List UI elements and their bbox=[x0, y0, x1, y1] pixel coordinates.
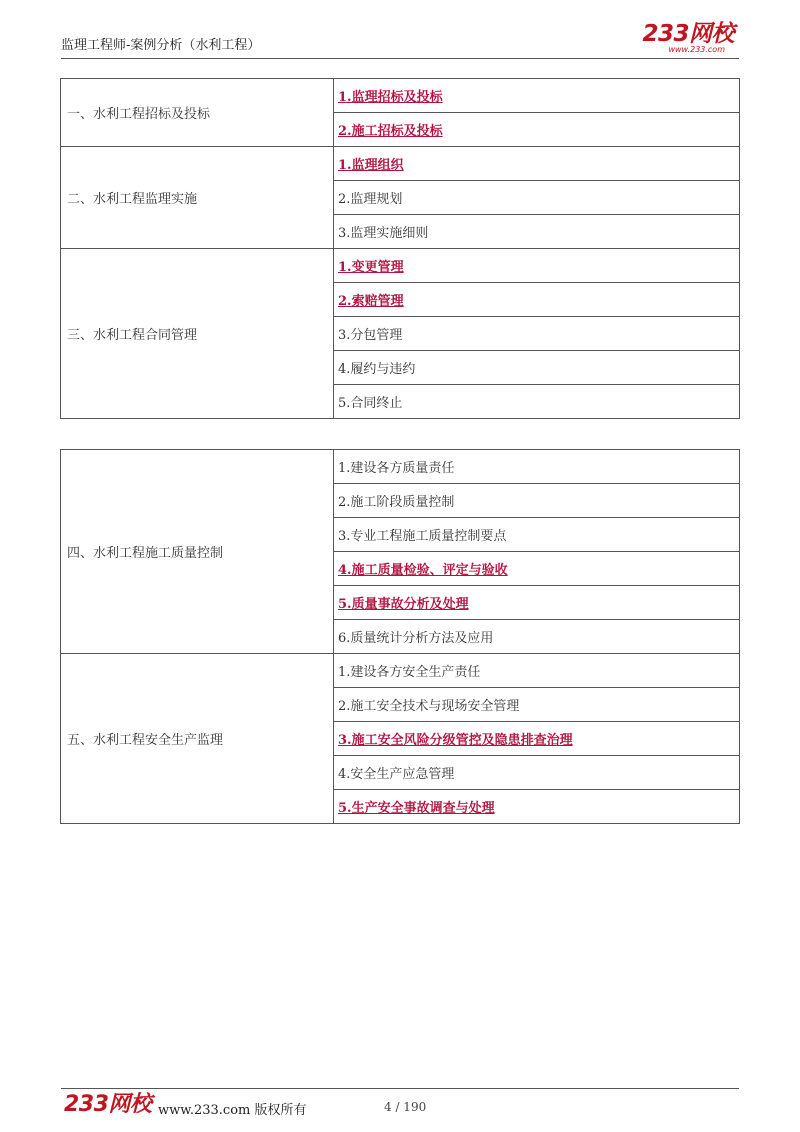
chapter-title: 一、水利工程招标及投标 bbox=[61, 79, 334, 147]
section-item-text: 2.施工阶段质量控制 bbox=[338, 495, 455, 510]
key-section-link[interactable]: 1.监理招标及投标 bbox=[338, 90, 443, 105]
section-item-cell bbox=[334, 385, 740, 419]
section-item-cell bbox=[334, 79, 740, 113]
section-item-text: 3.监理实施细则 bbox=[338, 226, 429, 241]
section-item-text: 3.分包管理 bbox=[338, 328, 403, 343]
page-number: 4 / 190 bbox=[384, 1100, 427, 1114]
section-item-cell bbox=[334, 688, 740, 722]
section-item-cell bbox=[334, 351, 740, 385]
section-item-text: 5.合同终止 bbox=[338, 396, 403, 411]
chapter-title: 四、水利工程施工质量控制 bbox=[61, 450, 334, 654]
key-section-link[interactable]: 2.索赔管理 bbox=[338, 294, 404, 309]
section-item-cell bbox=[334, 317, 740, 351]
syllabus-table-part1 bbox=[60, 78, 740, 419]
brand-logo-url: www.233.com bbox=[668, 45, 725, 54]
key-section-link[interactable]: 5.质量事故分析及处理 bbox=[338, 597, 469, 612]
section-item-text: 2.施工安全技术与现场安全管理 bbox=[338, 699, 520, 714]
section-item-cell bbox=[334, 283, 740, 317]
section-item-cell bbox=[334, 181, 740, 215]
key-section-link[interactable]: 1.变更管理 bbox=[338, 260, 404, 275]
section-item-text: 6.质量统计分析方法及应用 bbox=[338, 631, 494, 646]
key-section-link[interactable]: 3.施工安全风险分级管控及隐患排查治理 bbox=[338, 733, 573, 748]
section-item-cell bbox=[334, 552, 740, 586]
chapter-title: 五、水利工程安全生产监理 bbox=[61, 654, 334, 824]
section-item-cell bbox=[334, 790, 740, 824]
table-row bbox=[61, 249, 740, 283]
key-section-link[interactable]: 5.生产安全事故调查与处理 bbox=[338, 801, 495, 816]
table-row bbox=[61, 147, 740, 181]
section-item-cell bbox=[334, 756, 740, 790]
section-item-text: 2.监理规划 bbox=[338, 192, 403, 207]
section-item-cell bbox=[334, 518, 740, 552]
section-item-text: 4.安全生产应急管理 bbox=[338, 767, 455, 782]
section-item-cell bbox=[334, 722, 740, 756]
brand-logo: 233网校 bbox=[642, 21, 734, 47]
section-item-cell bbox=[334, 484, 740, 518]
chapter-title: 三、水利工程合同管理 bbox=[61, 249, 334, 419]
chapter-title: 二、水利工程监理实施 bbox=[61, 147, 334, 249]
section-item-text: 1.建设各方安全生产责任 bbox=[338, 665, 481, 680]
section-item-cell bbox=[334, 249, 740, 283]
table-row bbox=[61, 450, 740, 484]
section-item-cell bbox=[334, 215, 740, 249]
footer-copyright: www.233.com 版权所有 bbox=[158, 1103, 307, 1118]
section-item-text: 3.专业工程施工质量控制要点 bbox=[338, 529, 507, 544]
section-item-cell bbox=[334, 113, 740, 147]
section-item-cell bbox=[334, 450, 740, 484]
table-row bbox=[61, 654, 740, 688]
section-item-cell bbox=[334, 147, 740, 181]
section-item-text: 1.建设各方质量责任 bbox=[338, 461, 455, 476]
key-section-link[interactable]: 1.监理组织 bbox=[338, 158, 404, 173]
section-item-cell bbox=[334, 654, 740, 688]
key-section-link[interactable]: 4.施工质量检验、评定与验收 bbox=[338, 563, 508, 578]
footer-divider bbox=[61, 1088, 739, 1089]
table-row bbox=[61, 79, 740, 113]
syllabus-table-part2 bbox=[60, 449, 740, 824]
header-divider bbox=[61, 58, 739, 59]
document-header-title: 监理工程师-案例分析（水利工程） bbox=[61, 38, 261, 53]
key-section-link[interactable]: 2.施工招标及投标 bbox=[338, 124, 443, 139]
section-item-cell bbox=[334, 586, 740, 620]
section-item-cell bbox=[334, 620, 740, 654]
footer-brand-logo: 233网校 bbox=[64, 1092, 152, 1117]
section-item-text: 4.履约与违约 bbox=[338, 362, 416, 377]
